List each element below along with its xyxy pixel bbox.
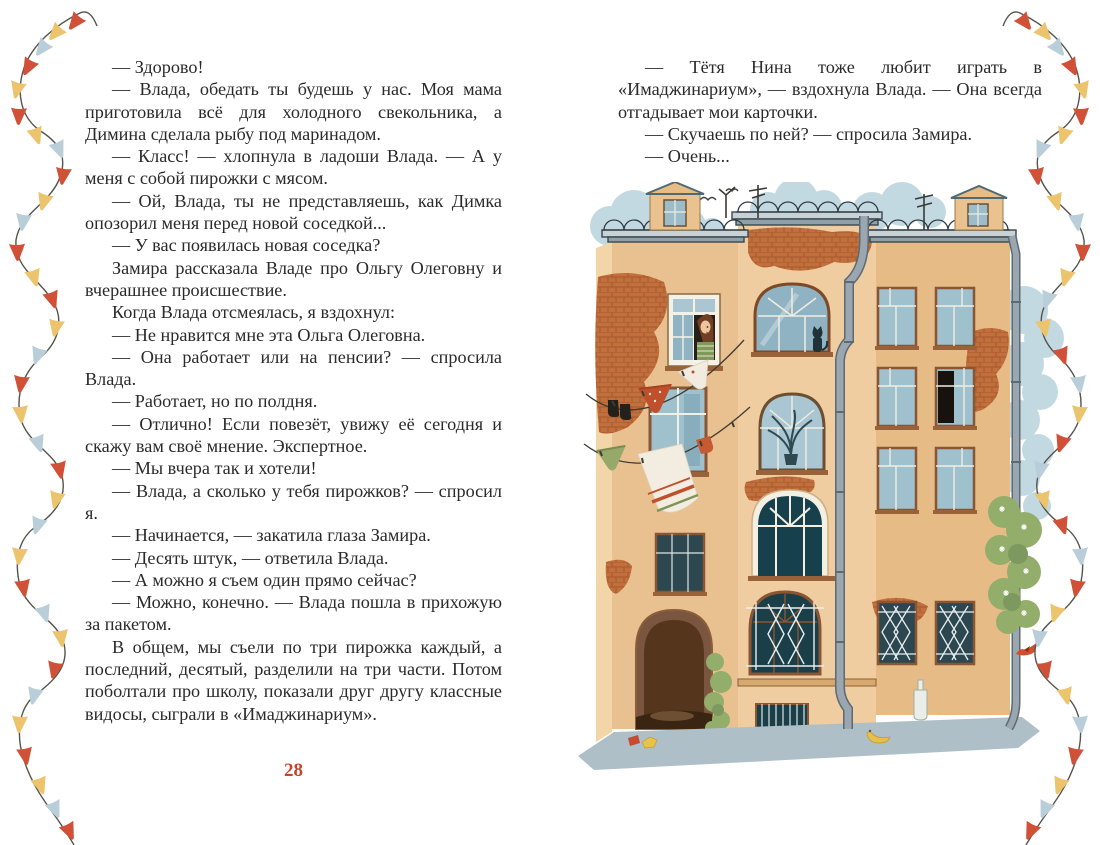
paragraph: — Ой, Влада, ты не представляешь, как Димка опозорил меня перед новой соседкой... <box>85 190 502 234</box>
woman-window <box>665 294 723 371</box>
paragraph: — Влада, обедать ты будешь у нас. Моя мама приготовила всё для холодного свекольника, а Димина сделала рыбу под маринадом. <box>85 79 502 144</box>
left-page-text <box>85 56 502 725</box>
paragraph: — Десять штук, — ответила Влада. <box>112 547 389 568</box>
tower-belt <box>738 679 876 686</box>
paragraph: — Мы вчера так и хотели! <box>112 458 317 479</box>
paragraph: В общем, мы съели по три пирожка каждый, а последний, десятый, разделили на три части. Потом поболтали про школу, показали друг другу классные видосы, сыграли в «Имаджинариум». <box>85 636 502 724</box>
paragraph: — Начинается, — закатила глаза Замира. <box>112 525 431 546</box>
paragraph: — Здорово! <box>112 57 204 77</box>
arched-window-dark <box>748 490 836 581</box>
garland-left <box>0 0 120 845</box>
paragraph: — Влада, а сколько у тебя пирожков? — спросил я. <box>85 480 502 523</box>
paragraph: Когда Влада отсмеялась, я вздохнул: <box>112 302 396 323</box>
paragraph: — Отлично! Если повезёт, увижу её сегодня и скажу вам своё мнение. Экспертное. <box>85 413 502 457</box>
paragraph: — Класс! — хлопнула в ладоши Влада. — А у меня с собой пирожки с мясом. <box>85 146 502 189</box>
archway <box>636 610 712 729</box>
ground-window-grille <box>746 592 824 674</box>
grille-window <box>936 602 974 664</box>
paragraph: — Работает, но по полдня. <box>112 391 318 412</box>
paragraph: — Она работает или на пенсии? — спросила Влада. <box>85 346 502 390</box>
plant-window <box>756 394 828 475</box>
paragraph: Замира рассказала Владе про Ольгу Олеговну и вчерашнее происшествие. <box>85 257 502 300</box>
garland-right <box>970 0 1100 845</box>
paragraph: — А можно я съем один прямо сейчас? <box>112 569 417 590</box>
paragraph: — Скучаешь по ней? — спросила Замира. <box>645 123 973 144</box>
cat-window <box>751 284 833 357</box>
dormer-left <box>646 182 704 230</box>
page-number: 28 <box>284 760 303 781</box>
paragraph: — Тётя Нина тоже любит играть в «Имаджинариум», — вздохнула Влада. — Она всегда отгадывает мои карточки. <box>618 57 1042 122</box>
left-wing-window-3 <box>653 534 707 596</box>
paragraph: — Очень... <box>645 146 730 167</box>
paragraph: — Не нравится мне эта Ольга Олеговна. <box>112 324 426 345</box>
paragraph: — У вас появилась новая соседка? <box>112 235 381 256</box>
paragraph: — Можно, конечно. — Влада пошла в прихожую за пакетом. <box>85 592 502 635</box>
grille-window <box>878 602 916 664</box>
